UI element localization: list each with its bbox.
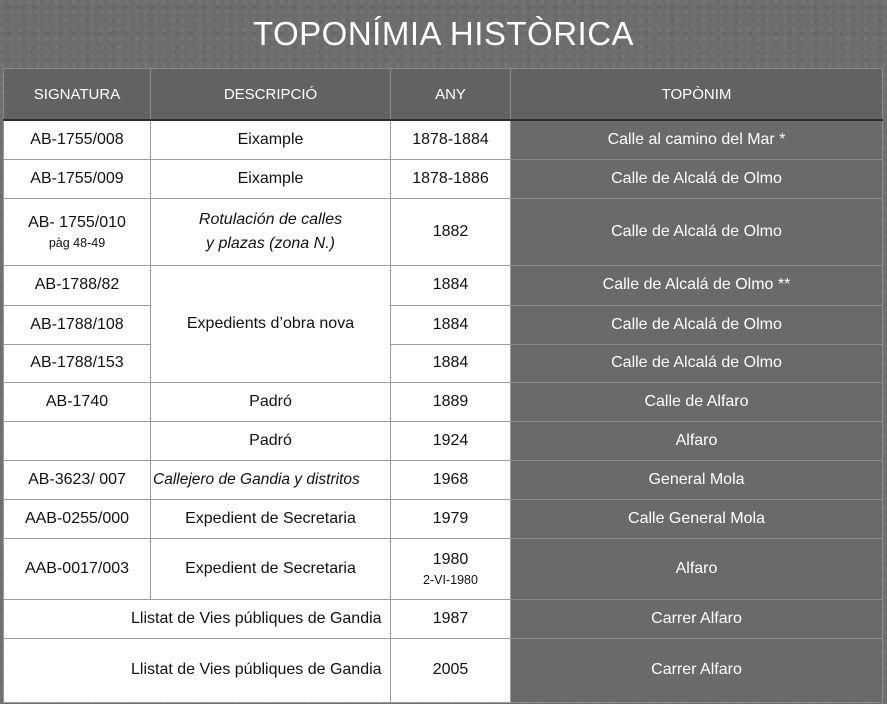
cell-descripcio: Eixample [151,159,391,198]
cell-toponim: Calle de Alcalá de Olmo [511,344,883,382]
cell-descripcio [151,198,391,265]
cell-merged-descripcio [4,638,391,702]
cell-merged-descripcio [4,599,391,638]
table-row [4,120,883,159]
table-row [4,344,883,382]
cell-toponim: Alfaro [511,421,883,460]
cell-signatura: AB-1755/009 [4,159,151,198]
cell-toponim: Alfaro [511,538,883,599]
header-toponim: TOPÒNIM [511,69,883,121]
cell-signatura: AB-1740 [4,382,151,421]
cell-toponim: Calle de Alfaro [511,382,883,421]
table-row [4,499,883,538]
cell-signatura: AB-1788/108 [4,305,151,344]
table-row [4,382,883,421]
page-title: TOPONÍMIA HISTÒRICA [252,15,635,52]
cell-signatura: AAB-0255/000 [4,499,151,538]
header-descripcio: DESCRIPCIÓ [151,69,391,121]
cell-toponim: Carrer Alfaro [511,638,883,702]
table-row [4,460,883,499]
toponymy-table [3,68,883,703]
cell-any: 1979 [391,499,511,538]
cell-signatura [4,421,151,460]
table-row [4,305,883,344]
cell-descripcio: Eixample [151,120,391,159]
merged-text: Llistat de Vies públiques de Gandia [131,609,382,627]
table-row [4,159,883,198]
merged-text: Llistat de Vies públiques de Gandia [131,661,382,678]
cell-any: 1884 [391,305,511,344]
cell-signatura [4,198,151,265]
table-row [4,265,883,305]
any-main: 1980 [432,550,469,568]
cell-any: 1878-1886 [391,159,511,198]
cell-signatura: AB-3623/ 007 [4,460,151,499]
cell-any: 1987 [391,599,511,638]
cell-any: 1878-1884 [391,120,511,159]
cell-descripcio: Expedient de Secretaria [151,538,391,599]
cell-signatura: AB-1788/82 [4,265,151,305]
cell-any: 1924 [391,421,511,460]
table-row [4,638,883,702]
cell-descripcio: Expedient de Secretaria [151,499,391,538]
header-signatura: SIGNATURA [4,69,151,121]
signatura-sub: pàg 48-49 [48,235,106,250]
any-sub: 2-VI-1980 [423,572,478,587]
cell-toponim: Calle General Mola [511,499,883,538]
header-row [4,69,883,121]
cell-any [391,538,511,599]
header-any: ANY [391,69,511,121]
cell-any: 1884 [391,265,511,305]
descripcio-line: y plazas (zona N.) [206,234,335,252]
cell-descripcio: Padró [151,421,391,460]
descripcio-line: Rotulación de calles [198,210,343,228]
cell-toponim: Carrer Alfaro [511,599,883,638]
cell-descripcio: Expedients d’obra nova [151,265,391,382]
cell-toponim: Calle de Alcalá de Olmo [511,305,883,344]
cell-any: 1889 [391,382,511,421]
cell-toponim: Calle de Alcalá de Olmo [511,159,883,198]
cell-any: 1884 [391,344,511,382]
table-row [4,599,883,638]
cell-any: 1882 [391,198,511,265]
cell-toponim: Calle al camino del Mar * [511,120,883,159]
cell-toponim: Calle de Alcalá de Olmo [511,198,883,265]
signatura-main: AB- 1755/010 [28,213,126,231]
table-row [4,421,883,460]
cell-signatura: AB-1788/153 [4,344,151,382]
cell-any: 2005 [391,638,511,702]
cell-toponim: Calle de Alcalá de Olmo ** [511,265,883,305]
cell-descripcio: Callejero de Gandia y distritos [151,460,391,499]
table-row [4,538,883,599]
cell-signatura: AB-1755/008 [4,120,151,159]
cell-toponim: General Mola [511,460,883,499]
cell-any: 1968 [391,460,511,499]
table-row [4,198,883,265]
cell-signatura: AAB-0017/003 [4,538,151,599]
cell-descripcio: Padró [151,382,391,421]
